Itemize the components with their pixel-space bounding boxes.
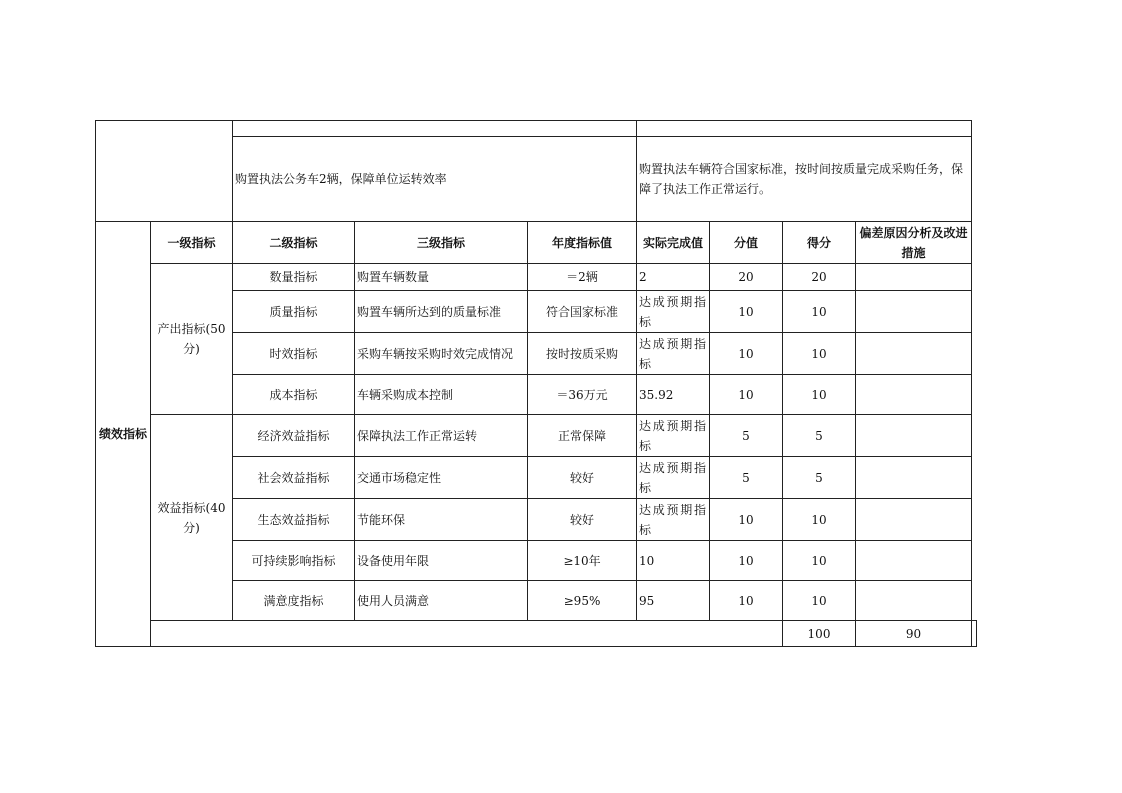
row-target: 较好 bbox=[528, 499, 637, 541]
row-note bbox=[856, 541, 972, 581]
row-l3: 保障执法工作正常运转 bbox=[355, 415, 528, 457]
row-score: 10 bbox=[783, 499, 856, 541]
row-weight: 10 bbox=[710, 291, 783, 333]
total-label bbox=[151, 621, 783, 647]
section-label: 绩效指标 bbox=[96, 222, 151, 647]
row-l3: 使用人员满意 bbox=[355, 581, 528, 621]
row-score: 5 bbox=[783, 415, 856, 457]
group-output: 产出指标(50分) bbox=[151, 264, 233, 415]
group-benefit: 效益指标(40分) bbox=[151, 415, 233, 621]
row-score: 10 bbox=[783, 581, 856, 621]
total-note bbox=[972, 621, 977, 647]
row-l2: 成本指标 bbox=[233, 375, 355, 415]
row-score: 5 bbox=[783, 457, 856, 499]
row-weight: 20 bbox=[710, 264, 783, 291]
row-actual: 95 bbox=[637, 581, 710, 621]
top-right-blank-cell bbox=[637, 121, 972, 137]
row-l2: 时效指标 bbox=[233, 333, 355, 375]
goal-left-text: 购置执法公务车2辆，保障单位运转效率 bbox=[233, 137, 637, 222]
row-note bbox=[856, 499, 972, 541]
top-mid-blank-cell bbox=[233, 121, 637, 137]
row-l2: 经济效益指标 bbox=[233, 415, 355, 457]
row-l2: 生态效益指标 bbox=[233, 499, 355, 541]
row-weight: 10 bbox=[710, 375, 783, 415]
total-weight: 100 bbox=[783, 621, 856, 647]
total-row bbox=[96, 621, 977, 647]
row-target: 正常保障 bbox=[528, 415, 637, 457]
row-note bbox=[856, 375, 972, 415]
header-level2: 二级指标 bbox=[233, 222, 355, 264]
row-l2: 可持续影响指标 bbox=[233, 541, 355, 581]
row-actual: 10 bbox=[637, 541, 710, 581]
row-l3: 设备使用年限 bbox=[355, 541, 528, 581]
row-l2: 满意度指标 bbox=[233, 581, 355, 621]
row-l3: 购置车辆所达到的质量标准 bbox=[355, 291, 528, 333]
row-weight: 10 bbox=[710, 499, 783, 541]
row-actual: 达成预期指标 bbox=[637, 333, 710, 375]
top-left-blank-cell bbox=[96, 121, 233, 222]
header-actual: 实际完成值 bbox=[637, 222, 710, 264]
header-weight: 分值 bbox=[710, 222, 783, 264]
row-l2: 社会效益指标 bbox=[233, 457, 355, 499]
row-actual: 达成预期指标 bbox=[637, 499, 710, 541]
row-score: 10 bbox=[783, 333, 856, 375]
row-l3: 节能环保 bbox=[355, 499, 528, 541]
top-header-row bbox=[96, 121, 977, 137]
row-note bbox=[856, 264, 972, 291]
row-note bbox=[856, 291, 972, 333]
header-row bbox=[96, 222, 977, 264]
header-level1: 一级指标 bbox=[151, 222, 233, 264]
row-l2: 质量指标 bbox=[233, 291, 355, 333]
row-target: 较好 bbox=[528, 457, 637, 499]
row-score: 10 bbox=[783, 541, 856, 581]
header-level3: 三级指标 bbox=[355, 222, 528, 264]
row-actual: 2 bbox=[637, 264, 710, 291]
row-actual: 达成预期指标 bbox=[637, 457, 710, 499]
header-score: 得分 bbox=[783, 222, 856, 264]
row-target: ＝2辆 bbox=[528, 264, 637, 291]
header-target: 年度指标值 bbox=[528, 222, 637, 264]
row-target: ＝36万元 bbox=[528, 375, 637, 415]
row-l3: 交通市场稳定性 bbox=[355, 457, 528, 499]
row-score: 10 bbox=[783, 291, 856, 333]
row-target: 按时按质采购 bbox=[528, 333, 637, 375]
table-row bbox=[96, 264, 977, 291]
row-actual: 35.92 bbox=[637, 375, 710, 415]
header-deviation: 偏差原因分析及改进措施 bbox=[856, 222, 972, 264]
row-target: ≥95% bbox=[528, 581, 637, 621]
row-l3: 车辆采购成本控制 bbox=[355, 375, 528, 415]
total-score: 90 bbox=[856, 621, 972, 647]
performance-table bbox=[95, 120, 977, 647]
row-l2: 数量指标 bbox=[233, 264, 355, 291]
table-row bbox=[96, 415, 977, 457]
row-score: 20 bbox=[783, 264, 856, 291]
row-weight: 5 bbox=[710, 415, 783, 457]
row-weight: 5 bbox=[710, 457, 783, 499]
row-actual: 达成预期指标 bbox=[637, 415, 710, 457]
row-actual: 达成预期指标 bbox=[637, 291, 710, 333]
row-l3: 购置车辆数量 bbox=[355, 264, 528, 291]
goal-right-text: 购置执法车辆符合国家标准，按时间按质量完成采购任务，保障了执法工作正常运行。 bbox=[637, 137, 972, 222]
row-score: 10 bbox=[783, 375, 856, 415]
row-target: ≥10年 bbox=[528, 541, 637, 581]
row-note bbox=[856, 333, 972, 375]
row-target: 符合国家标准 bbox=[528, 291, 637, 333]
row-note bbox=[856, 415, 972, 457]
row-weight: 10 bbox=[710, 541, 783, 581]
row-weight: 10 bbox=[710, 333, 783, 375]
row-l3: 采购车辆按采购时效完成情况 bbox=[355, 333, 528, 375]
row-weight: 10 bbox=[710, 581, 783, 621]
row-note bbox=[856, 457, 972, 499]
row-note bbox=[856, 581, 972, 621]
